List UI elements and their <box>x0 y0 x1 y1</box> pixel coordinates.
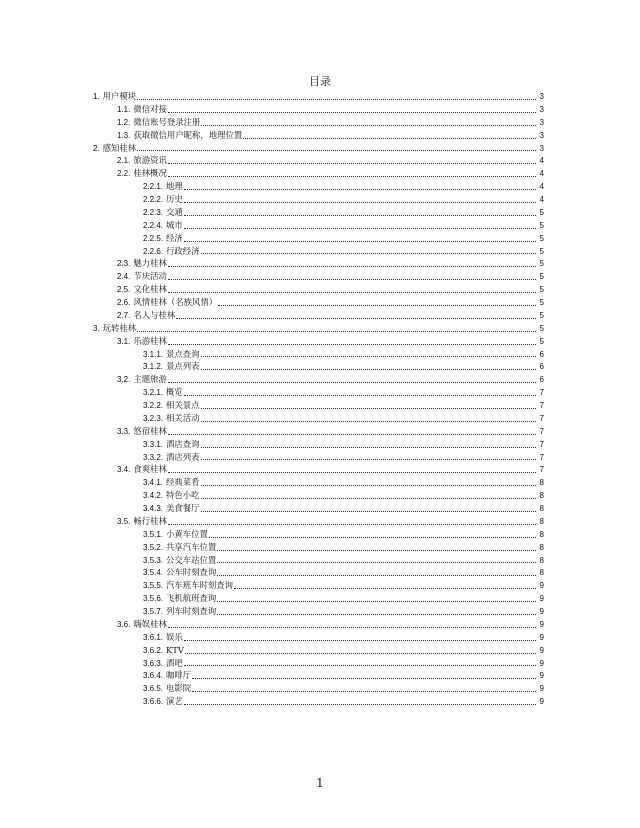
toc-entry-label: 乐游桂林 <box>133 335 167 346</box>
toc-leader-dots <box>209 536 536 538</box>
toc-entry-label: 桂林概况 <box>133 168 167 179</box>
toc-leader-dots <box>184 664 536 666</box>
toc-entry-label: 交通 <box>166 206 183 217</box>
toc-leader-dots <box>192 677 536 679</box>
toc-entry[interactable] <box>0 142 640 155</box>
toc-entry-label: 主题旅游 <box>133 374 167 385</box>
toc-leader-dots <box>184 240 536 242</box>
toc-entry-number: 2.1. <box>117 156 131 166</box>
toc-entry-page: 5 <box>539 220 544 230</box>
toc-entry-label: 汽车班车时刻查询 <box>166 580 234 591</box>
toc-entry-page: 8 <box>539 542 544 552</box>
toc-entry-page: 7 <box>539 413 544 423</box>
toc-entry-number: 3.1.2. <box>143 362 164 372</box>
toc-leader-dots <box>201 510 536 512</box>
toc-entry[interactable] <box>0 463 640 476</box>
toc-leader-dots <box>234 587 536 589</box>
toc-entry-number: 3.5.6. <box>143 594 164 604</box>
toc-entry-page: 9 <box>539 594 544 604</box>
toc-leader-dots <box>168 265 536 267</box>
toc-leader-dots <box>137 98 536 100</box>
toc-leader-dots <box>184 227 536 229</box>
toc-entry-label: 美食餐厅 <box>166 503 200 513</box>
toc-entry[interactable] <box>0 245 640 258</box>
toc-leader-dots <box>168 343 536 345</box>
toc-entry-label: 电影院 <box>166 683 192 694</box>
toc-leader-dots <box>168 471 536 473</box>
toc-leader-dots <box>184 639 536 641</box>
toc-entry-number: 1.2. <box>117 117 131 127</box>
toc-entry-label: 食爽桂林 <box>133 464 167 475</box>
toc-entry-number: 2.5. <box>117 285 131 295</box>
toc-entry-label: 微信对接 <box>133 103 167 114</box>
toc-entry-page: 4 <box>539 156 544 166</box>
toc-entry-page: 5 <box>539 285 544 295</box>
toc-entry[interactable] <box>0 309 640 322</box>
toc-leader-dots <box>192 690 536 692</box>
toc-entry-page: 5 <box>539 246 544 256</box>
toc-entry[interactable] <box>0 90 640 103</box>
toc-entry-number: 3.5.4. <box>143 568 164 578</box>
toc-leader-dots <box>201 484 536 486</box>
toc-entry-label: 名人与桂林 <box>133 309 176 320</box>
toc-entry-label: 特色小吃 <box>166 490 200 501</box>
toc-leader-dots <box>184 188 536 190</box>
toc-entry[interactable] <box>0 193 640 206</box>
toc-entry-label: 旅游资讯 <box>133 155 167 166</box>
toc-entry-number: 3.6.3. <box>143 658 164 668</box>
toc-entry[interactable] <box>0 669 640 682</box>
toc-leader-dots <box>217 574 536 576</box>
toc-entry-number: 3.2.1. <box>143 388 164 398</box>
toc-entry[interactable] <box>0 296 640 309</box>
toc-entry[interactable] <box>0 515 640 528</box>
toc-entry[interactable] <box>0 335 640 348</box>
toc-entry-page: 8 <box>539 568 544 578</box>
toc-entry-page: 7 <box>539 401 544 410</box>
toc-entry-page: 3 <box>539 143 544 153</box>
toc-entry-label: 共享汽车位置 <box>166 541 217 552</box>
toc-entry[interactable] <box>0 373 640 386</box>
toc-entry-page: 9 <box>539 619 544 629</box>
toc-entry-label: 酒店列表 <box>166 451 200 462</box>
toc-entry[interactable] <box>0 167 640 180</box>
toc-entry-page: 8 <box>539 516 544 526</box>
toc-entry[interactable] <box>0 270 640 283</box>
toc-entry-number: 1.1. <box>117 104 131 114</box>
toc-entry-label: 城市 <box>166 219 183 230</box>
toc-entry-label: 咖啡厅 <box>166 670 192 681</box>
toc-entry[interactable] <box>0 412 640 425</box>
toc-title: 目录 <box>309 75 331 88</box>
toc-entry-number: 2.2.6. <box>143 246 164 256</box>
toc-entry[interactable] <box>0 682 640 695</box>
toc-entry-number: 3.4.1. <box>143 478 164 488</box>
toc-entry-page: 6 <box>539 349 544 359</box>
toc-entry[interactable] <box>0 257 640 270</box>
toc-entry-page: 9 <box>539 671 544 681</box>
toc-leader-dots <box>201 124 536 126</box>
toc-entry[interactable] <box>0 232 640 245</box>
table-of-contents <box>0 90 640 708</box>
toc-leader-dots <box>137 149 536 151</box>
toc-entry-page: 5 <box>539 336 544 346</box>
toc-leader-dots <box>168 111 536 113</box>
toc-entry-label: 行政经济 <box>166 245 200 256</box>
toc-leader-dots <box>168 278 536 280</box>
toc-entry[interactable] <box>0 219 640 232</box>
toc-leader-dots <box>217 549 536 551</box>
toc-entry-label: 畅行桂林 <box>133 515 167 526</box>
toc-leader-dots <box>217 613 536 615</box>
toc-entry-page: 8 <box>539 555 544 565</box>
toc-entry-page: 9 <box>539 658 544 668</box>
toc-entry-page: 3 <box>539 104 544 114</box>
toc-entry-number: 3.5.1. <box>143 529 164 539</box>
toc-entry[interactable] <box>0 554 640 567</box>
toc-entry-number: 3.5.3. <box>143 555 164 565</box>
toc-entry-number: 2.3. <box>117 259 131 269</box>
toc-entry-page: 8 <box>539 478 544 488</box>
toc-entry-page: 5 <box>539 233 544 243</box>
toc-entry-page: 3 <box>539 117 544 127</box>
toc-entry[interactable] <box>0 528 640 541</box>
toc-entry-page: 9 <box>539 581 544 591</box>
toc-entry-number: 2.2.1. <box>143 182 164 192</box>
toc-leader-dots <box>201 458 536 460</box>
toc-leader-dots <box>168 291 536 293</box>
toc-leader-dots <box>243 137 536 139</box>
toc-entry-page: 3 <box>539 92 544 101</box>
toc-entry-number: 3.6.4. <box>143 671 164 681</box>
toc-entry-label: 酒店查询 <box>166 438 200 449</box>
toc-entry-label: 概览 <box>166 387 183 398</box>
toc-leader-dots <box>201 446 536 448</box>
toc-entry-number: 3.4. <box>117 465 131 475</box>
toc-entry[interactable] <box>0 476 640 489</box>
toc-entry-number: 3.2.3. <box>143 413 164 423</box>
toc-entry-page: 9 <box>539 607 544 616</box>
toc-leader-dots <box>217 600 536 602</box>
toc-entry-label: KTV <box>166 644 184 655</box>
toc-entry[interactable] <box>0 438 640 451</box>
toc-entry-label: 飞机航班查询 <box>166 593 217 604</box>
toc-leader-dots <box>168 626 536 628</box>
toc-entry-number: 3.5.7. <box>143 607 164 616</box>
toc-entry[interactable] <box>0 360 640 373</box>
toc-entry-number: 3.5.2. <box>143 542 164 552</box>
toc-entry-number: 3.6.2. <box>143 645 164 655</box>
toc-leader-dots <box>184 394 536 396</box>
toc-entry-page: 4 <box>539 182 544 192</box>
toc-entry-number: 3.1.1. <box>143 349 164 359</box>
toc-entry-page: 9 <box>539 697 544 707</box>
toc-entry-number: 2.2.4. <box>143 220 164 230</box>
toc-entry-number: 3.6.1. <box>143 632 164 642</box>
toc-entry-label: 相关活动 <box>166 412 200 423</box>
toc-entry-page: 7 <box>539 452 544 462</box>
toc-entry[interactable] <box>0 605 640 618</box>
toc-entry-page: 9 <box>539 632 544 642</box>
toc-entry-number: 3.2. <box>117 375 131 385</box>
toc-entry-page: 8 <box>539 504 544 513</box>
toc-entry-page: 5 <box>539 259 544 269</box>
toc-leader-dots <box>185 652 536 654</box>
toc-entry[interactable] <box>0 592 640 605</box>
toc-entry[interactable] <box>0 348 640 361</box>
toc-entry[interactable] <box>0 425 640 438</box>
toc-entry-page: 6 <box>539 375 544 385</box>
toc-leader-dots <box>218 304 536 306</box>
toc-entry[interactable] <box>0 399 640 412</box>
toc-entry[interactable] <box>0 129 640 142</box>
toc-entry-label: 小黄车位置 <box>166 528 208 539</box>
toc-entry[interactable] <box>0 451 640 464</box>
toc-entry-page: 7 <box>539 465 544 475</box>
toc-entry-page: 5 <box>539 207 544 217</box>
toc-entry-label: 公车时刻查询 <box>166 567 217 578</box>
toc-entry-label: 相关景点 <box>166 400 200 410</box>
toc-entry[interactable] <box>0 154 640 167</box>
toc-entry-label: 酒吧 <box>166 657 183 668</box>
toc-entry[interactable] <box>0 103 640 116</box>
toc-entry-number: 1.3. <box>117 130 131 140</box>
toc-entry[interactable] <box>0 502 640 515</box>
toc-entry-label: 悠宿桂林 <box>133 425 167 436</box>
toc-entry[interactable] <box>0 566 640 579</box>
toc-leader-dots <box>201 420 536 422</box>
toc-leader-dots <box>168 162 536 164</box>
toc-entry-page: 3 <box>539 130 544 140</box>
toc-entry-number: 1. <box>93 92 100 101</box>
toc-entry-number: 3.6.5. <box>143 684 164 694</box>
toc-leader-dots <box>184 201 536 203</box>
toc-entry-number: 3.4.2. <box>143 491 164 501</box>
toc-entry-label: 经济 <box>166 232 183 243</box>
toc-leader-dots <box>176 317 536 319</box>
toc-leader-dots <box>168 381 536 383</box>
toc-entry-page: 8 <box>539 491 544 501</box>
toc-entry-page: 7 <box>539 439 544 449</box>
toc-entry-label: 公交车站位置 <box>166 554 217 565</box>
toc-entry-label: 玩转桂林 <box>102 322 137 333</box>
toc-entry[interactable] <box>0 283 640 296</box>
toc-entry-label: 列车时刻查询 <box>166 606 217 616</box>
toc-entry-label: 节庆活动 <box>133 271 167 282</box>
toc-entry-page: 5 <box>539 323 544 333</box>
toc-entry-number: 2.4. <box>117 272 131 282</box>
toc-entry-number: 3.6.6. <box>143 697 164 707</box>
toc-entry-number: 3.3.2. <box>143 452 164 462</box>
toc-leader-dots <box>184 214 536 216</box>
toc-entry[interactable] <box>0 695 640 708</box>
toc-entry-number: 2.6. <box>117 298 131 307</box>
toc-entry-number: 3.1. <box>117 336 131 346</box>
toc-entry-number: 3.5. <box>117 516 131 526</box>
page-number: 1 <box>316 776 324 790</box>
toc-entry[interactable] <box>0 657 640 670</box>
toc-entry-label: 地理 <box>166 181 183 192</box>
toc-entry[interactable] <box>0 489 640 502</box>
toc-entry-label: 感知桂林 <box>102 142 137 153</box>
toc-entry[interactable] <box>0 579 640 592</box>
toc-entry-number: 2.2. <box>117 169 131 179</box>
toc-entry-number: 2.7. <box>117 310 131 320</box>
toc-leader-dots <box>201 252 536 254</box>
toc-entry-label: 景点查询 <box>166 348 200 359</box>
toc-entry-label: 文化桂林 <box>133 284 167 295</box>
toc-entry-label: 风情桂林（名族风情） <box>133 297 218 307</box>
toc-entry-number: 2. <box>93 143 100 153</box>
toc-entry-page: 7 <box>539 426 544 436</box>
toc-entry-page: 8 <box>539 529 544 539</box>
toc-entry-label: 历史 <box>166 194 183 204</box>
toc-entry-label: 用户模块 <box>102 91 137 101</box>
toc-entry[interactable] <box>0 631 640 644</box>
toc-entry[interactable] <box>0 618 640 631</box>
toc-entry-label: 娱乐 <box>166 631 183 642</box>
toc-entry-page: 5 <box>539 310 544 320</box>
toc-entry-label: 魅力桂林 <box>133 258 167 269</box>
toc-leader-dots <box>201 368 536 370</box>
toc-entry-number: 2.2.3. <box>143 207 164 217</box>
toc-entry-number: 3.2.2. <box>143 401 164 410</box>
toc-entry-number: 2.2.5. <box>143 233 164 243</box>
toc-entry[interactable] <box>0 322 640 335</box>
toc-entry[interactable] <box>0 644 640 657</box>
toc-entry-label: 景点列表 <box>166 361 200 372</box>
toc-entry[interactable] <box>0 180 640 193</box>
toc-entry-page: 4 <box>539 195 544 204</box>
toc-entry-number: 3.4.3. <box>143 504 164 513</box>
toc-entry-page: 5 <box>539 272 544 282</box>
toc-entry-page: 5 <box>539 298 544 307</box>
toc-entry-number: 3.3.1. <box>143 439 164 449</box>
toc-entry[interactable] <box>0 386 640 399</box>
toc-entry-page: 4 <box>539 169 544 179</box>
toc-entry-number: 3.5.5. <box>143 581 164 591</box>
toc-leader-dots <box>201 355 536 357</box>
toc-entry-page: 7 <box>539 388 544 398</box>
toc-entry-page: 6 <box>539 362 544 372</box>
toc-leader-dots <box>217 561 536 563</box>
toc-entry-label: 获取微信用户昵称，地理位置 <box>133 129 243 140</box>
toc-entry-number: 3. <box>93 323 100 333</box>
toc-entry-number: 3.3. <box>117 426 131 436</box>
toc-entry-label: 微信账号登录注册 <box>133 116 201 127</box>
toc-entry-number: 3.6. <box>117 619 131 629</box>
toc-entry-number: 2.2.2. <box>143 195 164 204</box>
toc-entry-page: 9 <box>539 684 544 694</box>
toc-entry-label: 经典菜肴 <box>166 477 200 488</box>
toc-leader-dots <box>137 330 536 332</box>
toc-leader-dots <box>168 523 536 525</box>
toc-leader-dots <box>184 703 536 705</box>
toc-leader-dots <box>168 175 536 177</box>
toc-leader-dots <box>168 433 536 435</box>
toc-entry[interactable] <box>0 116 640 129</box>
toc-entry[interactable] <box>0 541 640 554</box>
toc-entry[interactable] <box>0 206 640 219</box>
toc-leader-dots <box>201 497 536 499</box>
toc-entry-label: 演艺 <box>166 696 183 707</box>
toc-entry-page: 9 <box>539 645 544 655</box>
toc-entry-label: 嗨娱桂林 <box>133 618 167 629</box>
toc-leader-dots <box>201 407 536 409</box>
